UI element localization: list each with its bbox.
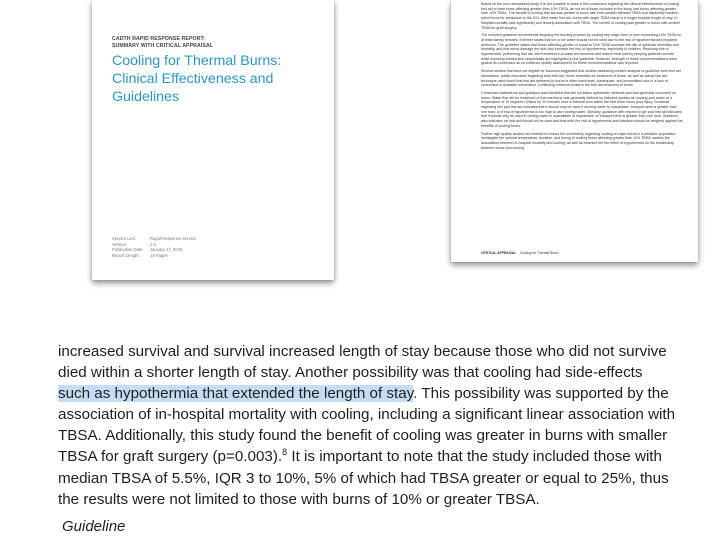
cover-page-thumbnail[interactable] [92, 0, 334, 280]
report-type-label [112, 36, 322, 50]
highlighted-text[interactable]: such as hypothermia that extended the length of stay [58, 385, 414, 403]
footnote-reference[interactable]: 8 [282, 447, 288, 458]
meta-value: January 17, 2019 [150, 247, 183, 253]
meta-key: Report Length: [112, 252, 140, 258]
report-title: Cooling for Thermal Burns: Clinical Effectiveness and Guidelines [112, 53, 282, 105]
footer-label: CRITICAL APPRAISAL [481, 251, 517, 255]
body-text-segment: increased survival and survival increased length of stay because those who did not survive died within a shorter length of stay. Another possibility was that cooling had side-effects [58, 343, 667, 382]
meta-key: Version: [112, 241, 128, 247]
report-label-line1: CADTH RAPID RESPONSE REPORT: [112, 36, 206, 42]
text-page-paragraph: Further high quality studies are needed to reduce the uncertainty regarding cooling of major burns in a pediatric population; investigate the optimal temperature, duration, and timing of cooling burns affecting greater than 10% TBSA; assess the association between in-hospital mortality and cooling; as well as examine the the effect of hypothermia on the relationship between burns and cooling. [481, 131, 677, 150]
text-page-body [481, 2, 683, 153]
meta-value: 1.0 [150, 241, 156, 247]
zoomed-body-paragraph [58, 341, 678, 510]
report-metadata [112, 236, 312, 258]
report-label-line2: SUMMARY WITH CRITICAL APPRAISAL [112, 43, 214, 49]
text-page-paragraph: Several studies that were not eligible for inclusion suggested that studies assessing content analysis of guideline burn first aid information, public education regarding burn first aid, home remedies for treatment of burns, as well as actual first aid technique used found that first aid delivered to burns is often inaccurate, inadequate, and inconsistent due to a lack of consensus in available information. Conflicting evidence exists in the first aid treatment of burns. [481, 69, 681, 88]
meta-value: 19 Pages [150, 252, 168, 258]
body-text-segment: . This possibility was supported by the association of in-hospital mortality with cooling, including a significant linear association with TBSA. Additionally, this study found the benefit of cooling was greater in burns with smaller TBSA for graft surgery (p=0.003). [58, 385, 676, 466]
meta-value: Rapid Response Service [150, 236, 197, 241]
meta-row [112, 253, 312, 259]
text-page-paragraph: The included guideline recommends stopping the burning process by cooling any major burn or burn exceeding 10% TBSA for at least twenty minutes. It further states that ice or ice water should not be used due to the risk of hypothermia and impaired perfusion. The guideline states that burns affecting greater or equal to 10% TBSA increase the risk of systemic morbidity and mortality, and that burns damage the skin and increase the risk of hypothermia, especially in children. Reducing risk of hypothermia, performing first aid, and treatment in a warm environment and reduce heat loss by keeping patients covered while exposing burned skin sequentially are highlighted in the guideline. However, strength of these recommendations were graded as consensus as no evidence quality assessment for these recommendations was reported. [481, 33, 682, 66]
section-heading-guideline: Guideline [62, 518, 126, 535]
text-page-paragraph: Based on the non-randomized study, it is not possible to draw a firm conclusion regarding the clinical effectiveness of cooling first aid to treat burns affecting greater than 10% TBSA, as not all of those included in the study had burns affecting greater than 10% TBSA. The benefit of cooling first aid was greater in burns with both smaller affected TBSA and especially medium-sized burns for admission to the ICU. After water first aid, burns with larger TBSA result in a longer hospital length of stay. In-hospital mortality was significantly and linearly associated with TBSA. The benefit of cooling was greater in burns with smaller TBSA for graft surgery. [481, 2, 681, 30]
text-page-footer [481, 251, 559, 255]
footer-title: Cooling for Thermal Burns [520, 251, 559, 255]
text-page-thumbnail[interactable] [451, 0, 698, 262]
meta-key: Service Line: [112, 236, 137, 241]
meta-key: Publication Date: [112, 247, 144, 253]
body-text-segment: It is important to note that the study included those with median TBSA of 5.5%, IQR 3 to 10%, 5% of which had TBSA greater or equal to 25%, thus the results were not limited to those with burns of 10% or greater TBSA. [58, 448, 669, 508]
text-page-paragraph: Consensus statements and guidance was identified that did not follow systematic methods and that generally concurred on burns. Water first aid for treatment of thermal burns was generally defined by included studies as running cool water at a temperature of 15 degrees Celsius for 20 minutes once a thermal burn within the first three hours post injury. Guidance regarding wet pad first aid indicates that it should only be used if running water is unavailable, transport time is greater than one hour, or if risk of hypothermia is too high to use running water. Similarly, guidance with respect to gel pad first aid indicates that it should only be used if running water is unavailable or impractical, or transport time is greater than one hour. Guidance also indicates ice first aid should not be used and that both the risk of hypothermia and infection should be weighed against the benefits of cooling burns. [481, 90, 683, 128]
